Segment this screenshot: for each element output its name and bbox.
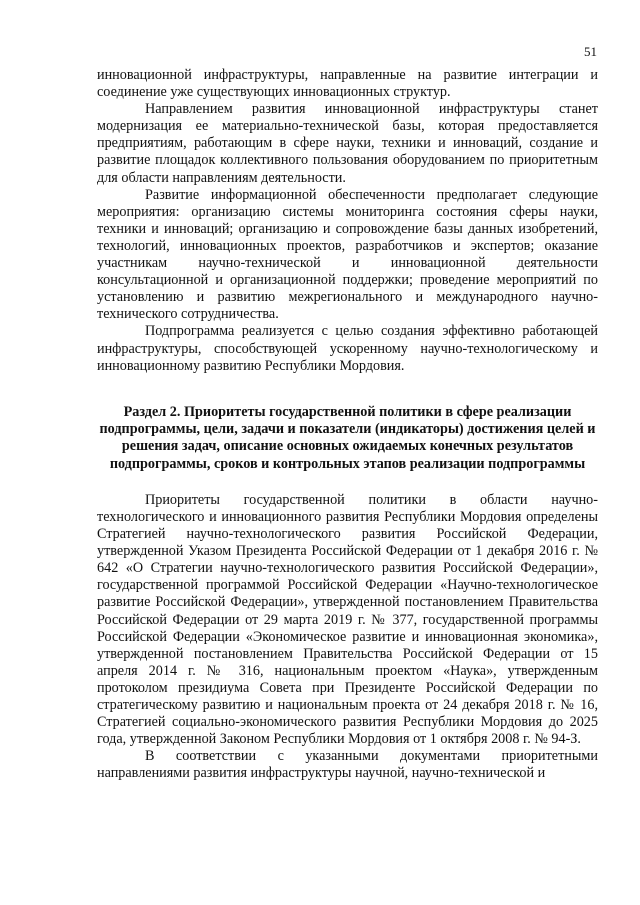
section-heading: Раздел 2. Приоритеты государственной политики в сфере реализации подпрограммы, цели, задачи и показатели (индикаторы) достижения целей и решения задач, описание основных ожидаемых конечных результатов подпрограммы, сроков и контрольных этапов реализации подпрограммы [99, 403, 596, 472]
page-number: 51 [584, 44, 597, 59]
paragraph-policy-priorities: Приоритеты государственной политики в области научно-технологического и инновационного развития Республики Мордовия определены Стратегией научно-технологического развития Российской Федерации, утвержденной Указом Президента Российской Федерации от 1 декабря 2016 г. № 642 «О Стратегии научно-технологического развития Российской Федерации», государственной программой Российской Федерации «Научно-технологическое развитие Российской Федерации», утвержденной постановлением Правительства Российской Федерации от 29 марта 2019 г. № 377, государственной программы Российской Федерации «Экономическое развитие и инновационная экономика», утвержденной постановлением Правительства Российской Федерации от 15 апреля 2014 г. № 316, национальным проектом «Наука», утвержденным протоколом президиума Совета при Президенте Российской Федерации по стратегическому развитию и национальным проекта от 24 декабря 2018 г. № 16, Стратегией социально-экономического развития Республики Мордовия до 2025 года, утвержденной Законом Республики Мордовия от 1 октября 2008 г. № 94-З. [97, 491, 598, 748]
paragraph-information-support: Развитие информационной обеспеченности предполагает следующие мероприятия: организацию системы мониторинга состояния сферы науки, техники и инноваций; организацию и сопровождение базы данных изобретений, технологий, инновационных проектов, разработчиков и экспертов; оказание участникам научно-технической и инновационной деятельности консультационной и организационной поддержки; проведение мероприятий по установлению и развитию межрегионального и международного научно-технического сотрудничества. [97, 186, 598, 323]
paragraph-priority-directions: В соответствии с указанными документами приоритетными направлениями развития инфраструктуры научной, научно-технической и [97, 748, 598, 782]
paragraph-subprogram-goal: Подпрограмма реализуется с целью создания эффективно работающей инфраструктуры, способствующей ускоренному научно-технологическому и инновационному развитию Республики Мордовия. [97, 323, 598, 374]
paragraph-continuation: инновационной инфраструктуры, направленные на развитие интеграции и соединение уже существующих инновационных структур. [97, 67, 598, 101]
paragraph-infrastructure-modernization: Направлением развития инновационной инфраструктуры станет модернизация ее материально-технической базы, которая предоставляется предприятиям, работающим в сфере науки, техники и инноваций, создание и развитие площадок коллективного пользования оборудованием по приоритетным для области направлениям деятельности. [97, 101, 598, 186]
page-content [97, 67, 598, 782]
